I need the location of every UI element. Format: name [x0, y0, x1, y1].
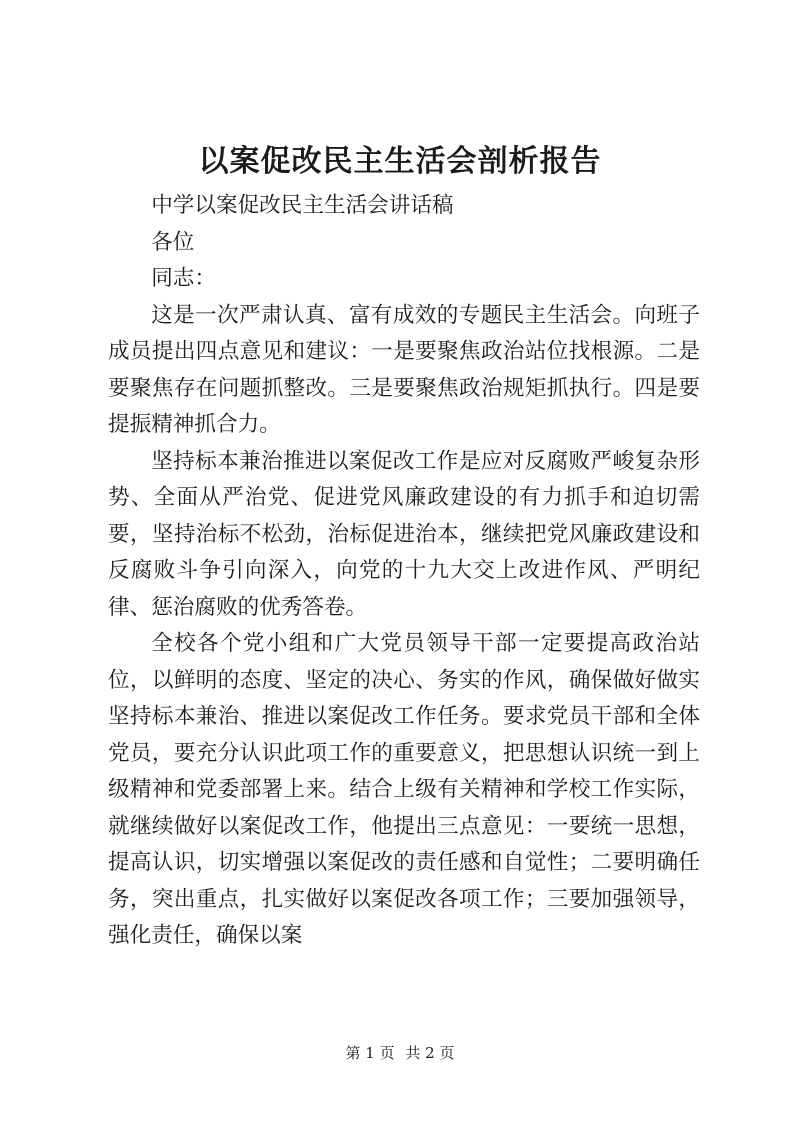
- body-paragraph: 坚持标本兼治推进以案促改工作是应对反腐败严峻复杂形势、全面从严治党、促进党风廉政建设的有力抓手和迫切需要，坚持治标不松劲，治标促进治本，继续把党风廉政建设和反腐败斗争引向深入，向党的十九大交上改进作风、严明纪律、惩治腐败的优秀答卷。: [108, 448, 700, 620]
- document-title: 以案促改民主生活会剖析报告: [198, 144, 602, 179]
- page-total: 共 2 页: [405, 1044, 455, 1062]
- subtitle-line: 中学以案促改民主生活会讲话稿: [151, 193, 454, 218]
- document-body: [108, 188, 700, 955]
- body-paragraph: 这是一次严肃认真、富有成效的专题民主生活会。向班子成员提出四点意见和建议：一是要聚焦政治站位找根源。二是要聚焦存在问题抓整改。三是要聚焦政治规矩抓执行。四是要提振精神抓合力。: [108, 302, 700, 437]
- salutation-line: 同志：: [151, 266, 216, 291]
- body-paragraph: 全校各个党小组和广大党员领导干部一定要提高政治站位，以鲜明的态度、坚定的决心、务实的作风，确保做好做实坚持标本兼治、推进以案促改工作任务。要求党员干部和全体党员，要充分认识此项工作的重要意义，把思想认识统一到上级精神和党委部署上来。结合上级有关精神和学校工作实际，就继续做好以案促改工作，他提出三点意见：一要统一思想，提高认识，切实增强以案促改的责任感和自觉性；二要明确任务，突出重点，扎实做好以案促改各项工作；三要加强领导，强化责任，确保以案: [108, 631, 700, 948]
- page-footer: [0, 1043, 800, 1063]
- salutation-line: 各位: [151, 229, 195, 255]
- page-number: 第 1 页: [345, 1044, 395, 1062]
